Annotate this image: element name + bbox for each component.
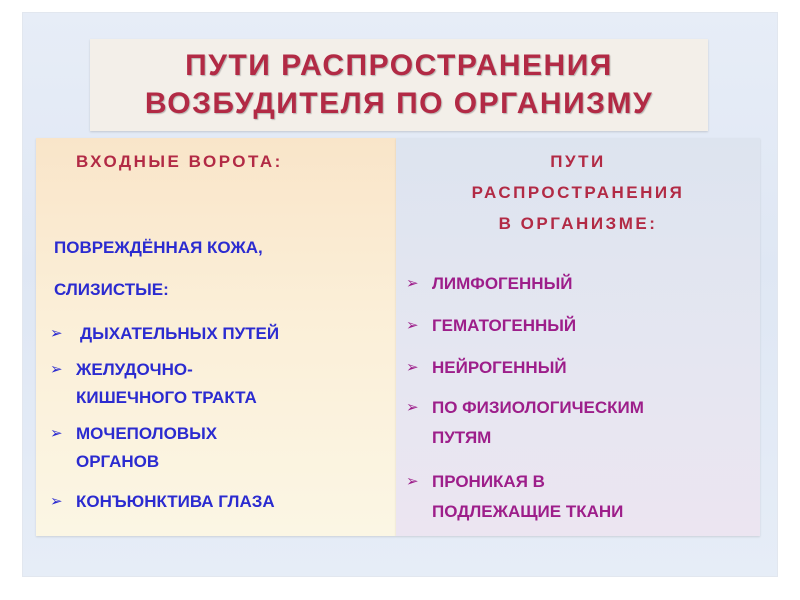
title-box (90, 39, 708, 131)
arrow-bullet-icon: ➢ (50, 425, 63, 442)
list-item-text-continued: ОРГАНОВ (76, 452, 160, 471)
list-item-text-continued: КИШЕЧНОГО ТРАКТА (76, 388, 257, 407)
spread-routes-header-line-3: В ОРГАНИЗМЕ: (498, 214, 658, 233)
list-item-text-continued: ПОДЛЕЖАЩИЕ ТКАНИ (432, 502, 624, 521)
damaged-skin-text: ПОВРЕЖДЁННАЯ КОЖА, (54, 238, 263, 257)
slide-title-line-2: ВОЗБУДИТЕЛЯ ПО ОРГАНИЗМУ (144, 87, 654, 120)
list-item-text: НЕЙРОГЕННЫЙ (432, 358, 567, 377)
slide-title-line-1: ПУТИ РАСПРОСТРАНЕНИЯ (185, 49, 613, 82)
arrow-bullet-icon: ➢ (50, 325, 63, 342)
arrow-bullet-icon: ➢ (406, 317, 419, 334)
list-item-text: ДЫХАТЕЛЬНЫХ ПУТЕЙ (80, 324, 280, 343)
spread-routes-header-line-1: ПУТИ (550, 152, 606, 171)
arrow-bullet-icon: ➢ (406, 473, 419, 490)
slide (22, 12, 778, 577)
spread-routes-header-line-2: РАСПРОСТРАНЕНИЯ (471, 183, 685, 202)
mucous-text: СЛИЗИСТЫЕ: (54, 280, 169, 299)
arrow-bullet-icon: ➢ (406, 399, 419, 416)
list-item-text: МОЧЕПОЛОВЫХ (76, 424, 218, 443)
entry-gates-header: ВХОДНЫЕ ВОРОТА: (76, 152, 283, 171)
arrow-bullet-icon: ➢ (406, 275, 419, 292)
arrow-bullet-icon: ➢ (50, 361, 63, 378)
spread-routes-panel (396, 138, 760, 536)
spread-routes-header (396, 146, 760, 239)
list-item-text: ПО ФИЗИОЛОГИЧЕСКИМ (432, 398, 644, 417)
arrow-bullet-icon: ➢ (50, 493, 63, 510)
entry-gates-panel (36, 138, 396, 536)
list-item-text: ГЕМАТОГЕННЫЙ (432, 316, 577, 335)
list-item-text: ПРОНИКАЯ В (432, 472, 545, 491)
list-item-text: КОНЪЮНКТИВА ГЛАЗА (76, 492, 275, 511)
list-item-text-continued: ПУТЯМ (432, 428, 492, 447)
arrow-bullet-icon: ➢ (406, 359, 419, 376)
list-item-text: ЖЕЛУДОЧНО- (76, 360, 193, 379)
list-item-text: ЛИМФОГЕННЫЙ (432, 274, 573, 293)
